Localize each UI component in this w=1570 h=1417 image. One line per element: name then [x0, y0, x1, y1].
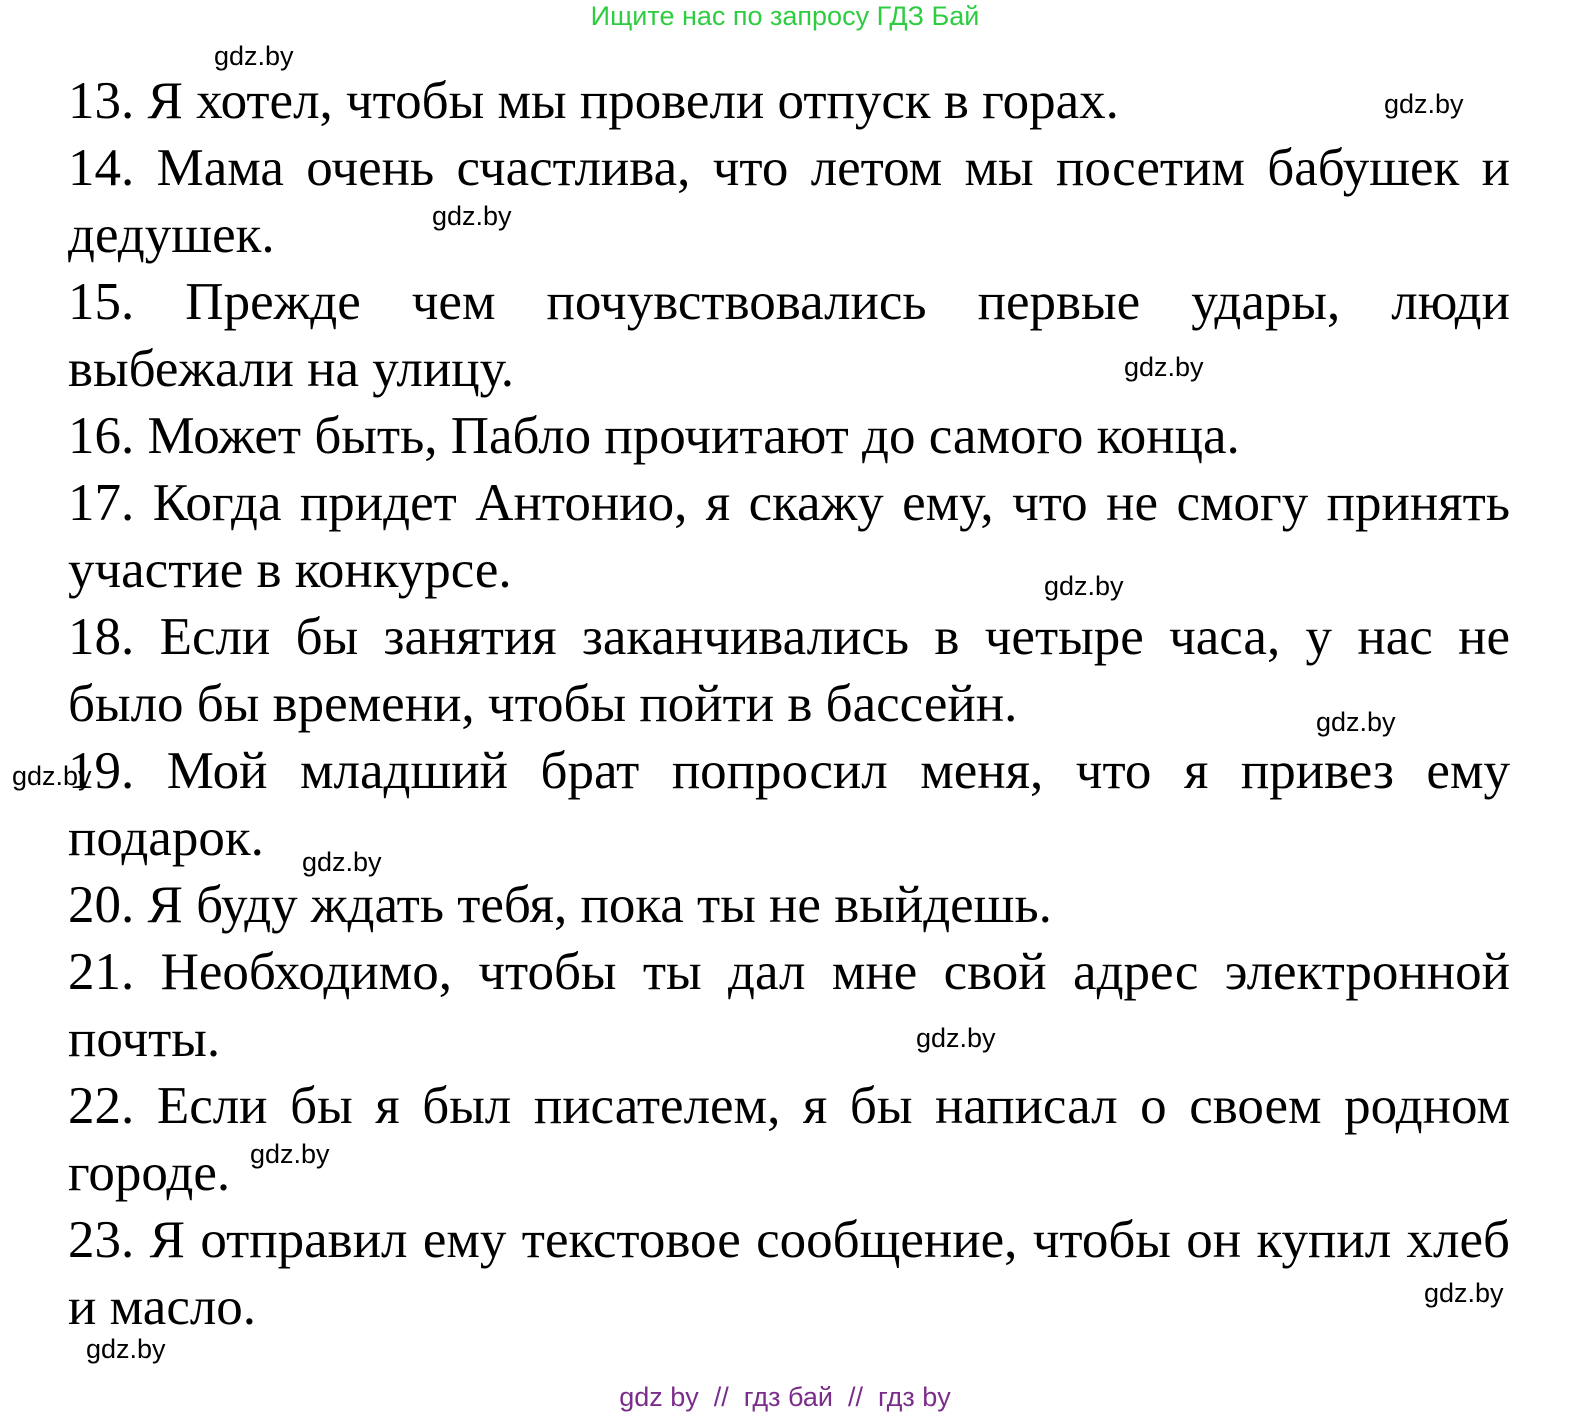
- item-13: 13. Я хотел, чтобы мы провели отпуск в горах.: [68, 72, 1119, 130]
- watermark: gdz.by: [250, 1139, 330, 1169]
- watermark: gdz.by: [1384, 89, 1464, 119]
- footer-links[interactable]: gdz by // гдз бай // гдз by: [619, 1382, 951, 1412]
- item-17: 17. Когда придет Антонио, я скажу ему, что не смогу принять участие в конкурсе.: [68, 474, 1510, 599]
- item-15: 15. Прежде чем почувствовались первые удары, люди выбежали на улицу.: [68, 273, 1510, 398]
- item-14: 14. Мама очень счастлива, что летом мы посетим бабушек и дедушек.: [68, 139, 1510, 264]
- item-23: 23. Я отправил ему текстовое сообщение, чтобы он купил хлеб и масло.: [68, 1211, 1510, 1336]
- watermark: gdz.by: [1044, 571, 1124, 601]
- item-21: 21. Необходимо, чтобы ты дал мне свой адрес электронной почты.: [68, 943, 1510, 1068]
- watermark: gdz.by: [1316, 707, 1396, 737]
- item-19: 19. Мой младший брат попросил меня, что я привез ему подарок.: [68, 742, 1510, 867]
- watermark: gdz.by: [86, 1334, 166, 1364]
- item-16: 16. Может быть, Пабло прочитают до самого конца.: [68, 407, 1240, 465]
- watermark: gdz.by: [1124, 352, 1204, 382]
- watermark: gdz.by: [916, 1023, 996, 1053]
- item-22: 22. Если бы я был писателем, я бы написал о своем родном городе.: [68, 1077, 1510, 1202]
- watermark: gdz.by: [214, 41, 294, 71]
- watermark: gdz.by: [1424, 1278, 1504, 1308]
- item-18: 18. Если бы занятия заканчивались в четыре часа, у нас не было бы времени, чтобы пойти в бассейн.: [68, 608, 1510, 733]
- watermark: gdz.by: [432, 201, 512, 231]
- top-banner[interactable]: Ищите нас по запросу ГДЗ Бай: [590, 1, 980, 31]
- item-20: 20. Я буду ждать тебя, пока ты не выйдешь.: [68, 876, 1052, 934]
- watermark: gdz.by: [302, 847, 382, 877]
- watermark: gdz.by: [12, 761, 92, 791]
